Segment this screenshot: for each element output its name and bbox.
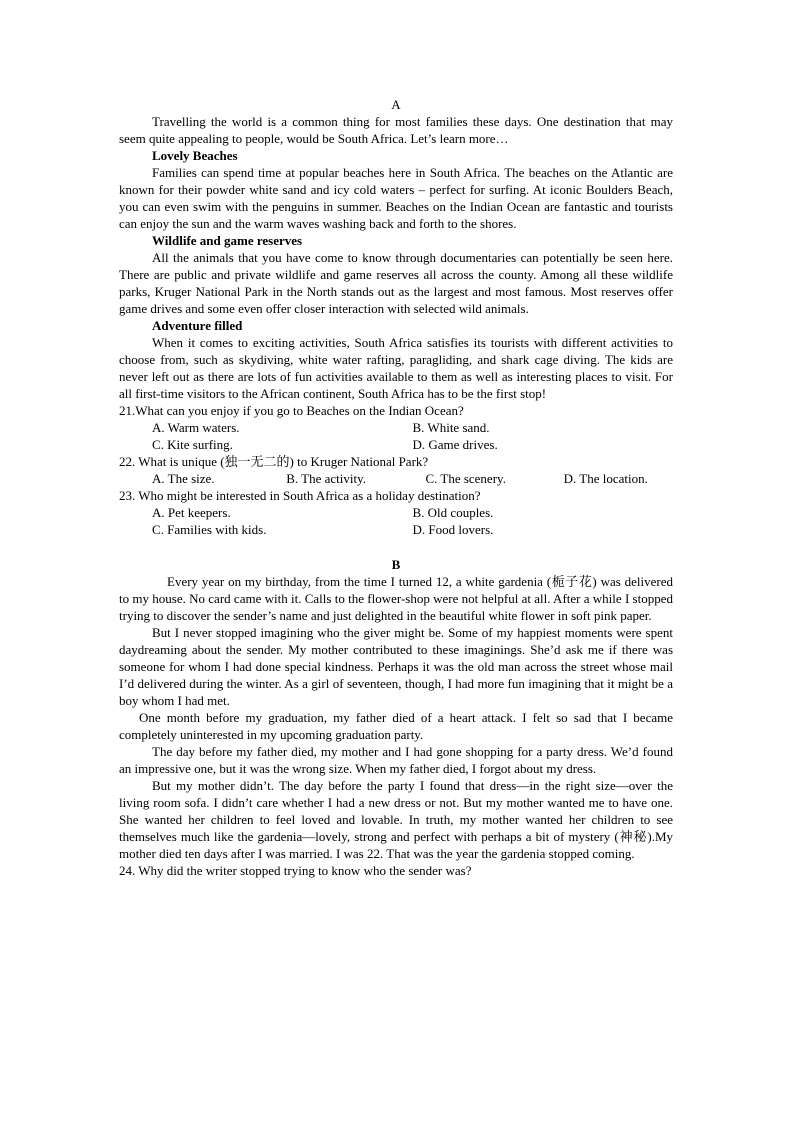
section-a-label: A — [391, 97, 401, 112]
exam-page — [119, 96, 673, 879]
question-23-options-row2 — [119, 521, 673, 538]
option-22d: D. The location. — [563, 471, 648, 486]
question-23-options-row1 — [119, 504, 673, 521]
question-21: 21.What can you enjoy if you go to Beaches on the Indian Ocean? — [119, 403, 464, 418]
section-b-label: B — [391, 557, 401, 572]
option-21a: A. Warm waters. — [152, 420, 240, 435]
question-24: 24. Why did the writer stopped trying to know who the sender was? — [119, 863, 472, 878]
paragraph-beaches: Families can spend time at popular beaches here in South Africa. The beaches on the Atlantic are known for their powder white sand and icy cold waters – perfect for surfing. At iconic Boulders Beach, you can even swim with the penguins in summer. Beaches on the Indian Ocean are fantastic and tourists can enjoy the sun and the warm waves washing back and forth to the shores. — [119, 165, 673, 231]
option-21b: B. White sand. — [412, 420, 490, 435]
paragraph-b1: Every year on my birthday, from the time I turned 12, a white gardenia (栀子花) was delivered to my house. No card came with it. Calls to the flower-shop were not helpful at all. After a while I stopped trying to discover the sender’s name and just delighted in the beautiful white flower in soft pink paper. — [119, 574, 673, 623]
option-22b: B. The activity. — [286, 471, 367, 486]
heading-wildlife: Wildlife and game reserves — [152, 233, 303, 248]
option-21d: D. Game drives. — [412, 437, 498, 452]
heading-lovely-beaches: Lovely Beaches — [152, 148, 238, 163]
option-23a: A. Pet keepers. — [152, 505, 231, 520]
question-21-options-row2 — [119, 436, 673, 453]
heading-adventure: Adventure filled — [152, 318, 243, 333]
section-a-intro: Travelling the world is a common thing for most families these days. One destination that may seem quite appealing to people, would be South Africa. Let’s learn more… — [119, 114, 673, 146]
option-23b: B. Old couples. — [412, 505, 494, 520]
option-23d: D. Food lovers. — [412, 522, 494, 537]
question-21-options-row1 — [119, 419, 673, 436]
paragraph-wildlife: All the animals that you have come to know through documentaries can potentially be seen here. There are public and private wildlife and game reserves all across the county. Among all these wildlife parks, Kruger National Park in the North stands out as the largest and most famous. Most reserves offer game drives and some even offer closer interaction with selected wild animals. — [119, 250, 673, 316]
question-23: 23. Who might be interested in South Africa as a holiday destination? — [119, 488, 481, 503]
question-22: 22. What is unique (独一无二的) to Kruger National Park? — [119, 454, 429, 469]
question-22-options — [119, 470, 673, 487]
option-21c: C. Kite surfing. — [152, 437, 233, 452]
option-22c: C. The scenery. — [425, 471, 506, 486]
paragraph-b4: The day before my father died, my mother and I had gone shopping for a party dress. We’d found an impressive one, but it was the wrong size. When my father died, I forgot about my dress. — [119, 744, 673, 776]
section-gap — [119, 538, 673, 556]
paragraph-b5: But my mother didn’t. The day before the party I found that dress—in the right size—over the living room sofa. I didn’t care whether I had a new dress or not. But my mother wanted me to have one. She wanted her children to feel loved and lovable. In truth, my mother wanted her children to see themselves much like the gardenia—lovely, strong and perfect with perhaps a bit of mystery (神秘).My mother died ten days after I was married. I was 22. That was the year the gardenia stopped coming. — [119, 778, 673, 861]
option-23c: C. Families with kids. — [152, 522, 267, 537]
paragraph-b2: But I never stopped imagining who the giver might be. Some of my happiest moments were spent daydreaming about the sender. My mother contributed to these imaginings. She’d ask me if there was someone for whom I had done special kindness. Perhaps it was the old man across the street whose mail I’d delivered during the winter. As a girl of seventeen, though, I had more fun imagining that it might be a boy whom I had met. — [119, 625, 673, 708]
paragraph-b3: One month before my graduation, my father died of a heart attack. I felt so sad that I became completely uninterested in my upcoming graduation party. — [119, 710, 673, 742]
option-22a: A. The size. — [152, 471, 215, 486]
paragraph-adventure: When it comes to exciting activities, South Africa satisfies its tourists with different activities to choose from, such as skydiving, white water rafting, paragliding, and shark cage diving. The kids are never left out as there are lots of fun activities available to them as well as interesting places to visit. For all first-time visitors to the African continent, South Africa has to be the first stop! — [119, 335, 673, 401]
